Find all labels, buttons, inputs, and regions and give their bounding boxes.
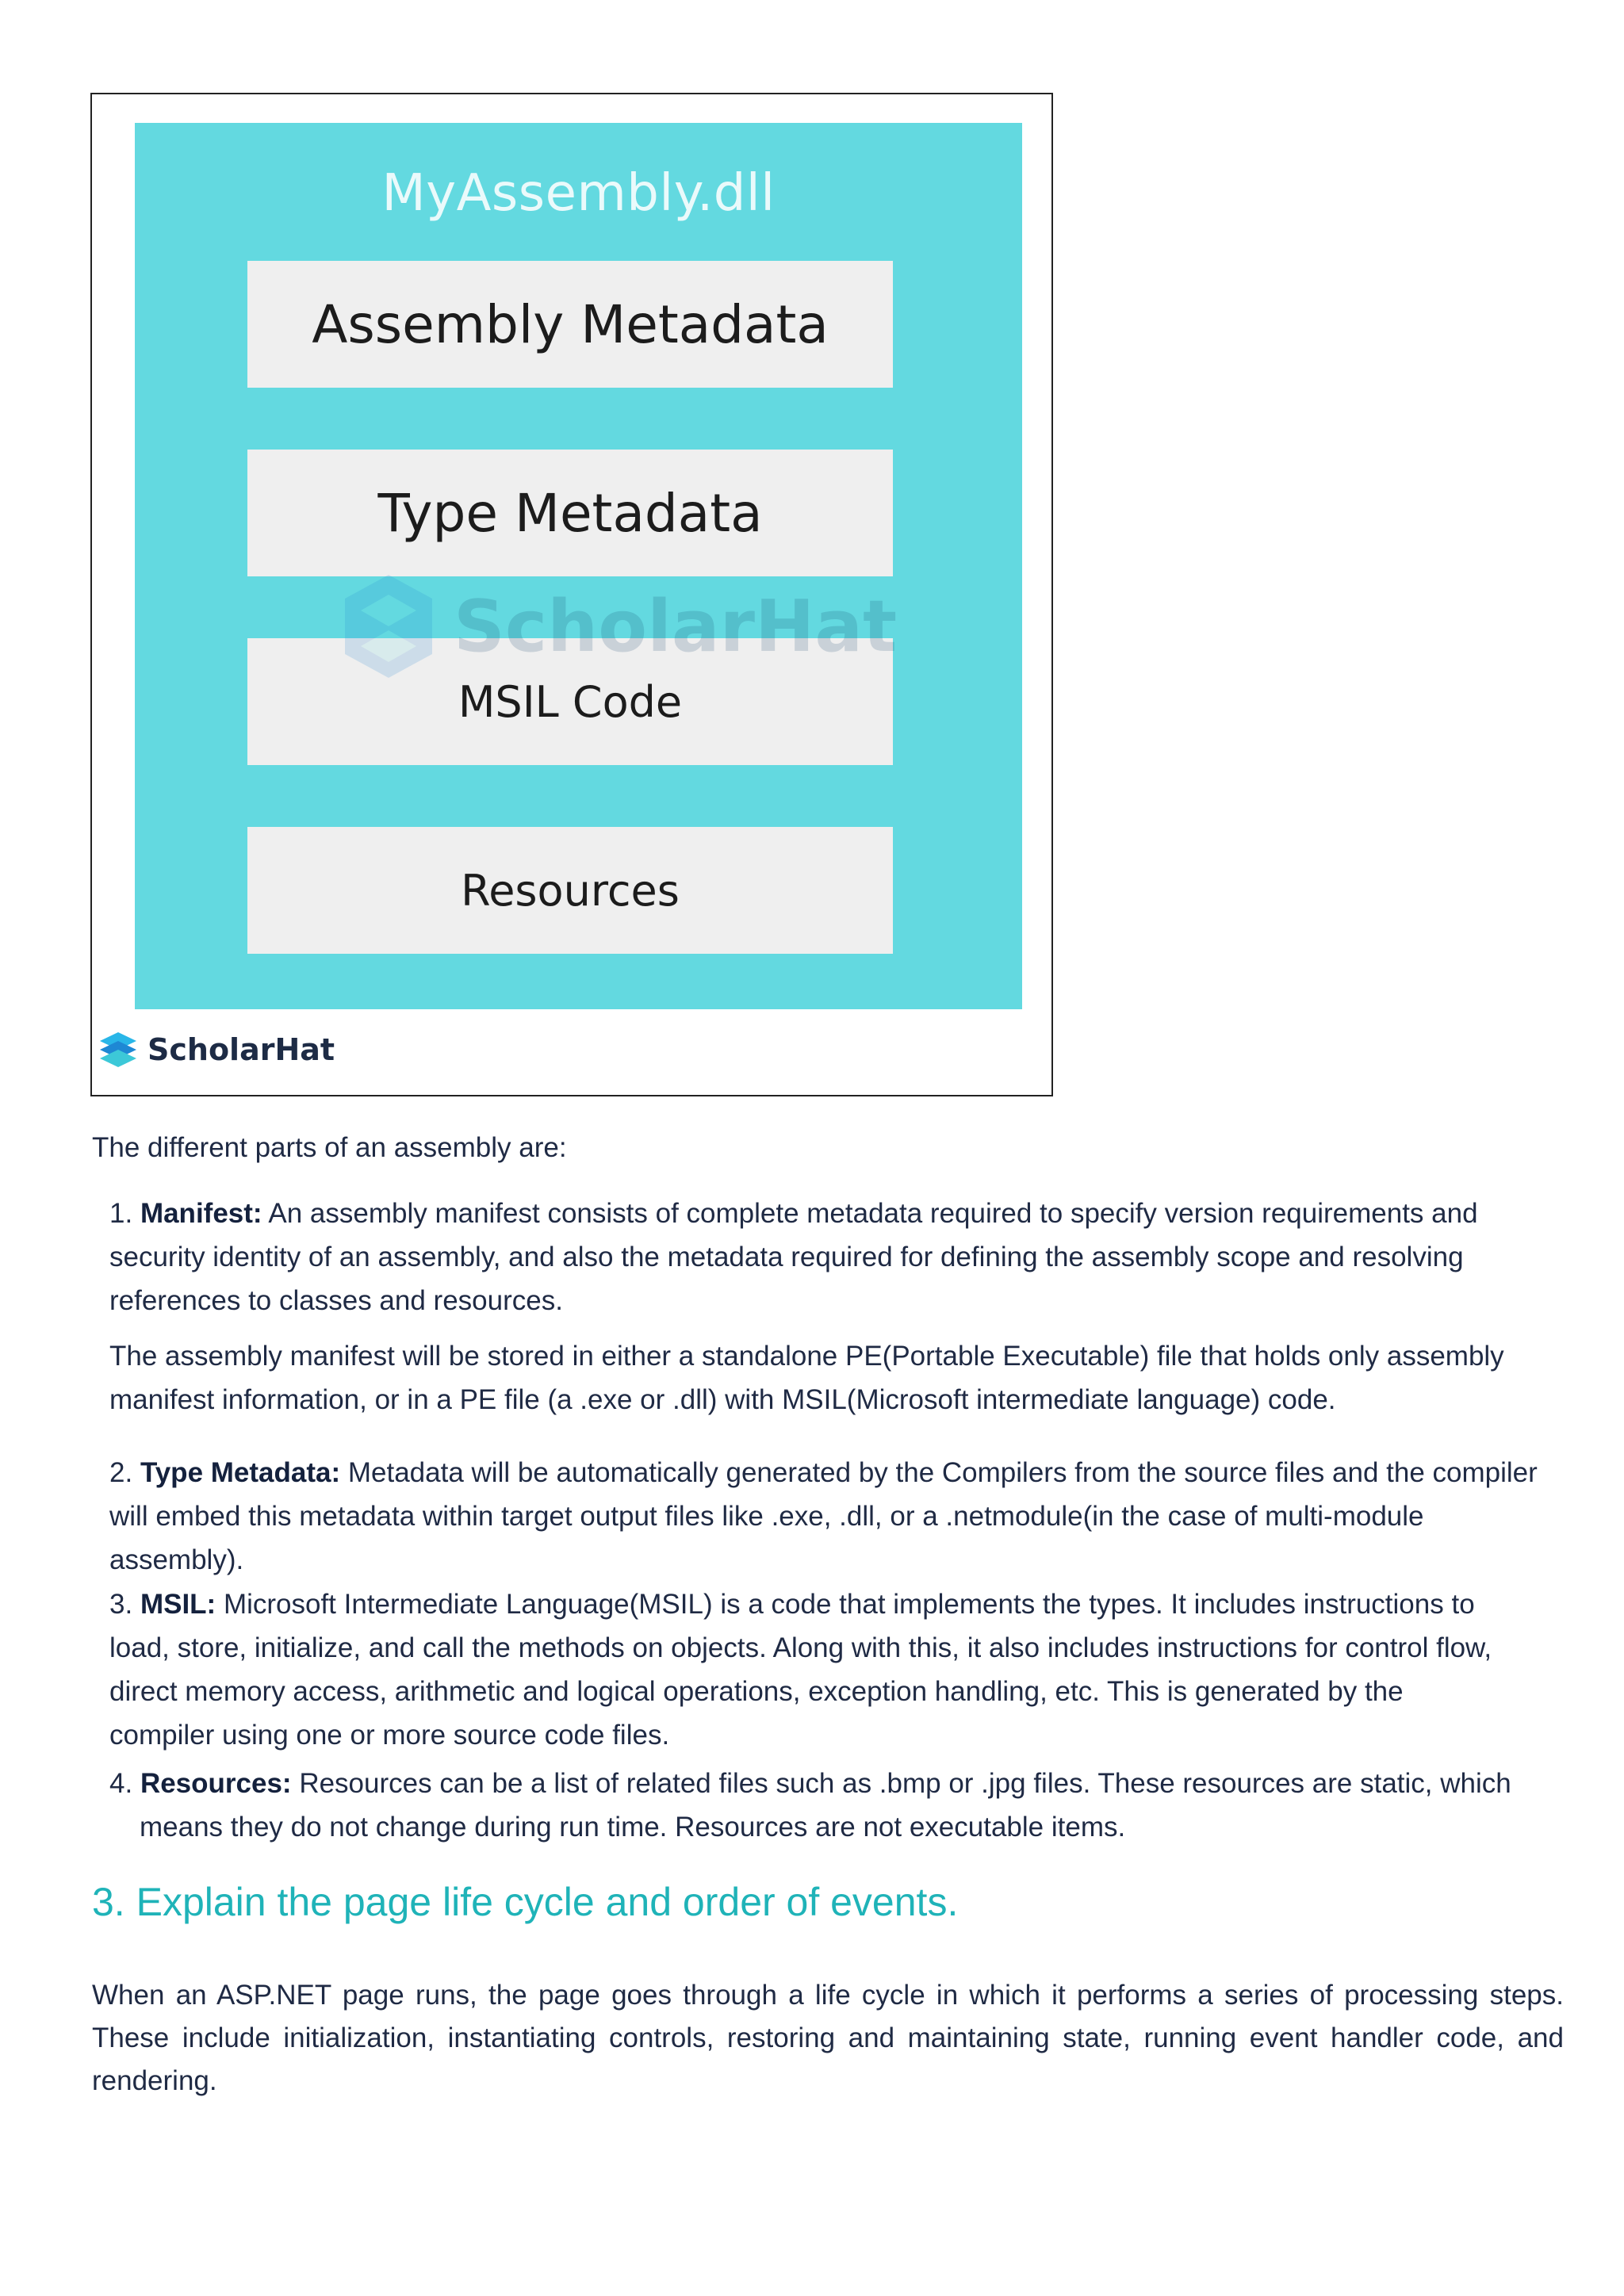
item-number: 2.	[109, 1457, 133, 1488]
item-number: 1.	[109, 1198, 133, 1229]
box-msil-code	[247, 638, 893, 765]
box-label: Assembly Metadata	[312, 293, 829, 355]
item-line: Microsoft Intermediate Language(MSIL) is a code that implements the types. It includes instructions to	[223, 1589, 1475, 1620]
manifest-extra-paragraph	[109, 1334, 1568, 1422]
section-heading: 3. Explain the page life cycle and order of events.	[92, 1880, 959, 1924]
item-line: assembly).	[109, 1544, 244, 1575]
list-item-resources	[109, 1762, 1568, 1849]
item-line: Metadata will be automatically generated by the Compilers from the source files and the compiler	[347, 1457, 1538, 1488]
box-label: MSIL Code	[458, 676, 683, 727]
item-number: 4.	[109, 1768, 133, 1799]
box-label: Type Metadata	[377, 482, 763, 544]
scholarhat-logo-icon	[97, 1028, 140, 1071]
item-line: references to classes and resources.	[109, 1285, 563, 1316]
list-item-manifest	[109, 1192, 1568, 1322]
item-term: Type Metadata:	[140, 1457, 341, 1488]
item-line: will embed this metadata within target output files like .exe, .dll, or a .netmodule(in the case of multi-module	[109, 1501, 1424, 1532]
box-assembly-metadata	[247, 261, 893, 388]
box-label: Resources	[461, 865, 680, 916]
watermark-text: ScholarHat	[454, 584, 898, 668]
section-paragraph: When an ASP.NET page runs, the page goes through a life cycle in which it performs a series of processing steps. These include initialization, instantiating controls, restoring and maintaining state, running event handler code, and rendering.	[92, 1980, 1564, 2096]
item-line: Resources can be a list of related files such as .bmp or .jpg files. These resources are static, which	[299, 1768, 1511, 1799]
item-line: direct memory access, arithmetic and logical operations, exception handling, etc. This is generated by the	[109, 1676, 1404, 1707]
item-number: 3.	[109, 1589, 133, 1620]
item-term: Resources:	[140, 1768, 292, 1799]
item-line: manifest information, or in a PE file (a .exe or .dll) with MSIL(Microsoft intermediate language) code.	[109, 1384, 1336, 1415]
item-term: Manifest:	[140, 1198, 262, 1229]
figure-footer-brand	[97, 1028, 335, 1071]
item-line: load, store, initialize, and call the methods on objects. Along with this, it also includes instructions for control flow,	[109, 1632, 1492, 1663]
list-item-type-metadata	[109, 1451, 1568, 1582]
item-line: security identity of an assembly, and also the metadata required for defining the assembly scope and resolving	[109, 1242, 1464, 1272]
item-term: MSIL:	[140, 1589, 216, 1620]
footer-brand-text: ScholarHat	[147, 1032, 335, 1067]
item-line: An assembly manifest consists of complete metadata required to specify version requirements and	[268, 1198, 1478, 1229]
item-line: The assembly manifest will be stored in either a standalone PE(Portable Executable) file that holds only assembly	[109, 1341, 1504, 1372]
diagram-title: MyAssembly.dll	[381, 164, 776, 223]
box-resources	[247, 827, 893, 954]
intro-text: The different parts of an assembly are:	[92, 1132, 567, 1163]
list-item-msil	[109, 1582, 1568, 1757]
item-line: means they do not change during run time. Resources are not executable items.	[140, 1812, 1126, 1843]
diagram-panel	[135, 123, 1022, 1009]
item-line: compiler using one or more source code files.	[109, 1720, 670, 1751]
box-type-metadata	[247, 450, 893, 576]
assembly-diagram	[90, 93, 1053, 1096]
